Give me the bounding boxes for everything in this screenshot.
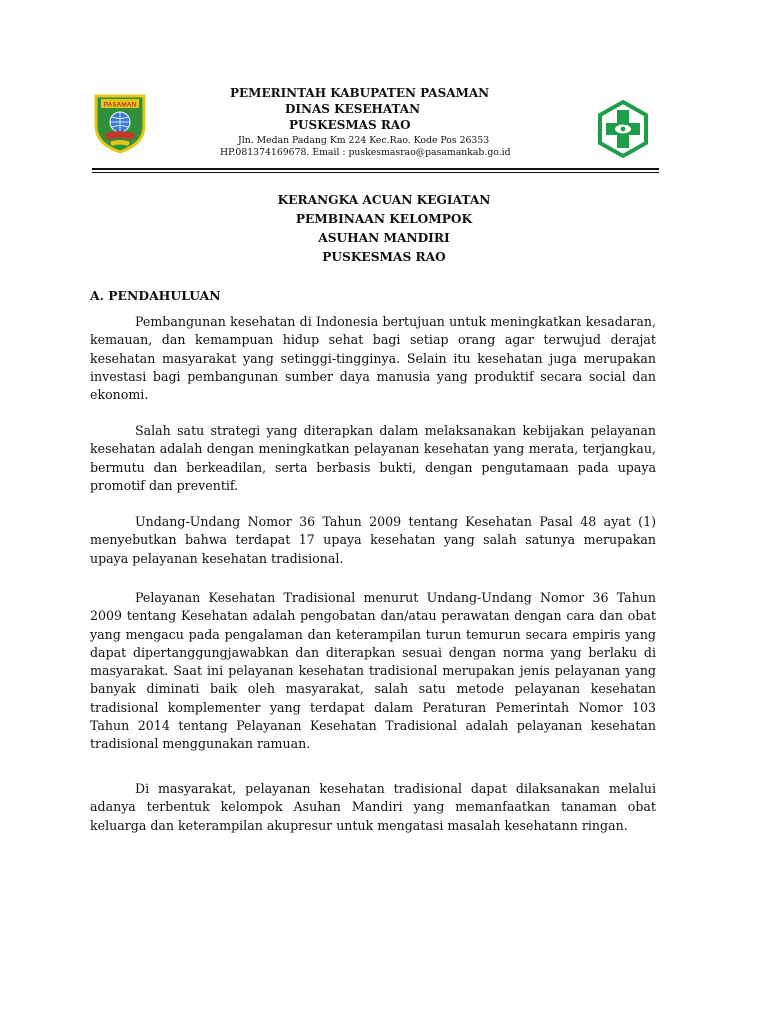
section-heading: A. PENDAHULUAN <box>90 288 221 303</box>
letterhead-line-3: PUSKESMAS RAO <box>289 118 411 132</box>
letterhead-address: Jln. Medan Padang Km 224 Kec.Rao. Kode Pos 26353 <box>238 135 490 146</box>
paragraph-4: Pelayanan Kesehatan Tradisional menurut Undang-Undang Nomor 36 Tahun 2009 tentang Kesehatan adalah pengobatan dan/atau perawatan dengan cara dan obat yang mengacu pada pengalaman dan keterampilan turun temurun secara empiris yang dapat dipertanggungjawabkan dan diterapkan sesuai dengan norma yang berlaku di masyarakat. Saat ini pelayanan kesehatan tradisional merupakan jenis pelayanan yang banyak diminati baik oleh masyarakat, salah satu metode pelayanan kesehatan tradisional komplementer yang terdapat dalam Peraturan Pemerintah Nomor 103 Tahun 2014 tentang Pelayanan Kesehatan Tradisional adalah pelayanan kesehatan tradisional menggunakan ramuan. <box>90 590 656 752</box>
letterhead-contact: HP.081374169678. Email : puskesmasrao@pasamankab.go.id <box>220 147 511 158</box>
title-line-2: PEMBINAAN KELOMPOK <box>295 212 473 226</box>
title-line-1: KERANGKA ACUAN KEGIATAN <box>277 193 491 207</box>
puskesmas-cross-icon <box>597 100 649 158</box>
letterhead-line-1: PEMERINTAH KABUPATEN PASAMAN <box>230 86 490 100</box>
paragraph-5: Di masyarakat, pelayanan kesehatan tradisional dapat dilaksanakan melalui adanya terbentuk kelompok Asuhan Mandiri yang memanfaatkan tanaman obat keluarga dan keterampilan akupresur untuk mengatasi masalah kesehatann ringan. <box>90 781 656 833</box>
paragraph-1: Pembangunan kesehatan di Indonesia bertujuan untuk meningkatkan kesadaran, kemauan, dan kemampuan hidup sehat bagi setiap orang agar terwujud derajat kesehatan masyarakat yang setinggi-tingginya. Selain itu kesehatan juga merupakan investasi bagi pembangunan sumber daya manusia yang produktif secara social dan ekonomi. <box>90 314 656 403</box>
letterhead-rule-thick <box>92 168 659 170</box>
document-title <box>0 191 768 267</box>
title-line-3: ASUHAN MANDIRI <box>318 231 450 245</box>
logo-text: PASAMAN <box>103 101 137 109</box>
pasaman-regency-logo <box>92 92 148 154</box>
letterhead-line-2: DINAS KESEHATAN <box>285 102 421 116</box>
title-line-4: PUSKESMAS RAO <box>322 250 446 264</box>
letterhead-rule-thin <box>92 172 659 173</box>
paragraph-3: Undang-Undang Nomor 36 Tahun 2009 tentang Kesehatan Pasal 48 ayat (1) menyebutkan bahwa terdapat 17 upaya kesehatan yang salah satunya merupakan upaya pelayanan kesehatan tradisional. <box>90 514 656 566</box>
paragraph-2: Salah satu strategi yang diterapkan dalam melaksanakan kebijakan pelayanan kesehatan adalah dengan meningkatkan pelayanan kesehatan yang merata, terjangkau, bermutu dan berkeadilan, serta berbasis bukti, dengan pengutamaan pada upaya promotif dan preventif. <box>90 423 656 493</box>
